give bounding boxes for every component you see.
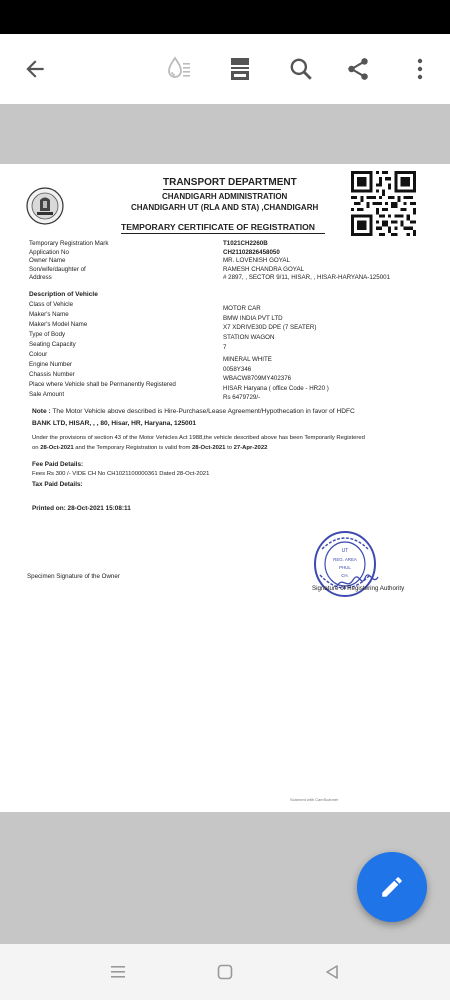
vehicle-label: Seating Capacity: [29, 341, 76, 348]
vehicle-label: Class of Vehicle: [29, 301, 74, 308]
hypothecation-note: [32, 408, 355, 415]
document-page[interactable]: [0, 164, 450, 812]
registration-date: 28-Oct-2021: [40, 445, 74, 451]
authority-signature-label: Signature of Registering Authority: [312, 585, 405, 592]
vehicle-label: Maker's Name: [29, 311, 69, 318]
fee-details: Fees Rs 300 /- VIDE CH No CH1021100000361 Dated 28-Oct-2021: [32, 471, 210, 477]
field-label: Son/wife/daughter of: [29, 265, 86, 273]
status-bar: [0, 0, 450, 34]
vehicle-value: X7 XDRIVE30D DPE (7 SEATER): [223, 324, 317, 331]
reading-mode-icon[interactable]: [165, 55, 193, 83]
validity-middle: and the Temporary Registration is valid from: [75, 445, 191, 451]
validity-prefix: on: [32, 445, 39, 451]
share-icon[interactable]: [344, 55, 372, 83]
vehicle-value: 7: [223, 344, 227, 351]
validity-to: to: [227, 445, 232, 451]
vehicle-heading: Description of Vehicle: [29, 291, 98, 298]
vehicle-label: Maker's Model Name: [29, 321, 88, 328]
vehicle-label: Type of Body: [29, 331, 66, 338]
edit-button[interactable]: [357, 852, 427, 922]
recent-apps-icon[interactable]: [106, 960, 130, 984]
top-toolbar: [0, 34, 450, 104]
pencil-icon: [379, 874, 405, 900]
government-emblem-icon: [25, 186, 65, 226]
field-label: Owner Name: [29, 257, 66, 264]
validity-text: [32, 445, 267, 451]
viewer-background: [0, 104, 450, 164]
certificate-title-underline: [121, 233, 325, 234]
stamp-text-2: REG. AREA: [333, 557, 357, 562]
vehicle-value: WBACW8709MY402376: [223, 375, 292, 382]
vehicle-value: MOTOR CAR: [223, 305, 261, 312]
field-label: Temporary Registration Mark: [29, 240, 109, 247]
back-arrow-icon[interactable]: [21, 55, 49, 83]
field-value: CH21102826458050: [223, 248, 280, 256]
vehicle-label: Place where Vehicle shall be Permanently Registered: [29, 381, 176, 388]
administration-line: CHANDIGARH ADMINISTRATION: [162, 192, 288, 201]
vehicle-value: HISAR Haryana ( office Code - HR20 ): [223, 384, 329, 392]
hypothecation-bank: BANK LTD, HISAR, , , 80, Hisar, HR, Haryana, 125001: [32, 420, 197, 427]
vehicle-value: Rs 6479729/-: [223, 394, 261, 401]
fee-heading: Fee Paid Details:: [32, 461, 84, 468]
field-label: Application No: [29, 248, 69, 256]
stamp-text-1: UT: [341, 548, 349, 554]
field-value: MR. LOVENISH GOYAL: [223, 257, 290, 264]
vehicle-label: Chassis Number: [29, 371, 75, 378]
note-prefix: Note :: [32, 408, 51, 415]
vehicle-value: STATION WAGON: [223, 333, 275, 341]
ut-line: CHANDIGARH UT (RLA AND STA) ,CHANDIGARH: [131, 203, 319, 212]
home-icon[interactable]: [213, 960, 237, 984]
field-label: Address: [29, 274, 52, 281]
vehicle-label: Sale Amount: [29, 391, 65, 398]
more-icon[interactable]: [406, 55, 434, 83]
valid-to-date: 27-Apr-2022: [233, 445, 268, 451]
scanner-watermark: Scanned with CamScanner: [290, 797, 339, 802]
stamp-text-4: CH.: [341, 573, 349, 578]
printed-on: [32, 505, 131, 512]
search-icon[interactable]: [287, 55, 315, 83]
provision-text: Under the provisions of section 43 of the Motor Vehicles Act 1988,the vehicle described above has been Temporarily Registered: [32, 435, 365, 441]
field-value: T1021CH2260B: [223, 240, 268, 247]
valid-from-date: 28-Oct-2021: [192, 445, 226, 451]
stamp-text-3: PHUL: [339, 565, 351, 570]
field-value: # 2897, , SECTOR 9/11, HISAR, , HISAR-HARYANA-125001: [223, 274, 391, 281]
vehicle-label: Engine Number: [29, 361, 72, 368]
title-underline: [163, 189, 281, 190]
printed-date: 28-Oct-2021 15:08:11: [67, 505, 131, 512]
vehicle-label: Colour: [29, 351, 48, 358]
back-icon[interactable]: [320, 960, 344, 984]
navigation-bar: [0, 944, 450, 1000]
vehicle-value: BMW INDIA PVT LTD: [223, 314, 283, 322]
owner-signature-label: Specimen Signature of the Owner: [27, 573, 120, 580]
printed-label: Printed on:: [32, 505, 66, 512]
note-text: The Motor Vehicle above described is Hire-Purchase/Lease Agreement/Hypothecation in favor of HDFC: [50, 408, 355, 415]
field-value: RAMESH CHANDRA GOYAL: [223, 265, 305, 273]
tax-heading: Tax Paid Details:: [32, 481, 83, 488]
page-view-icon[interactable]: [226, 55, 254, 83]
department-title: TRANSPORT DEPARTMENT: [163, 177, 297, 188]
vehicle-value: MINERAL WHITE: [223, 356, 272, 363]
certificate-title: TEMPORARY CERTIFICATE OF REGISTRATION: [121, 222, 315, 232]
vehicle-value: 0058Y346: [223, 365, 252, 373]
qr-code: [351, 171, 416, 236]
